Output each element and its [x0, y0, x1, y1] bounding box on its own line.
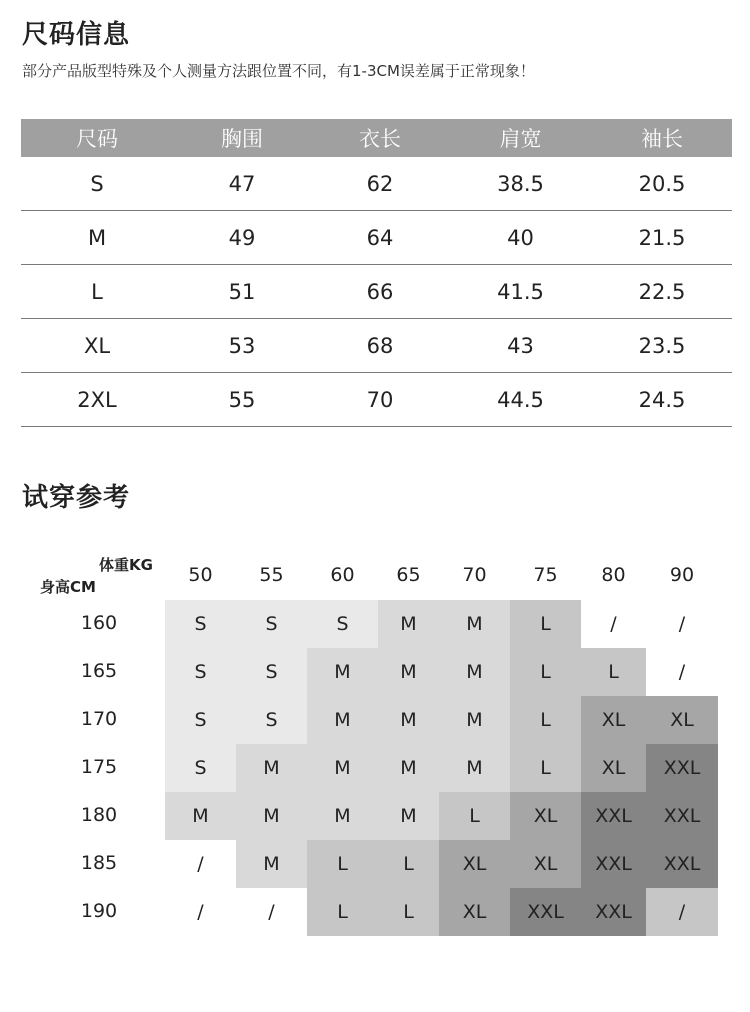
fit-cell: L [307, 888, 378, 936]
fit-cell: M [378, 648, 439, 696]
fit-cell: M [378, 696, 439, 744]
weight-header: 60 [330, 564, 355, 586]
fit-cell: L [581, 648, 646, 696]
fit-cell: XL [439, 840, 510, 888]
weight-header: 80 [601, 564, 626, 586]
fit-cell: S [165, 744, 236, 792]
fit-cell: S [165, 696, 236, 744]
height-header: 175 [80, 756, 118, 778]
fit-cell: XL [581, 696, 646, 744]
table-cell: 20.5 [638, 171, 686, 196]
fit-cell: M [439, 696, 510, 744]
fit-cell: L [510, 600, 581, 648]
fit-cell: L [439, 792, 510, 840]
fit-cell: M [439, 744, 510, 792]
fit-cell: S [236, 696, 307, 744]
table-cell: 2XL [77, 387, 117, 412]
fit-cell: / [646, 648, 718, 696]
fit-cell: M [307, 744, 378, 792]
weight-axis-label: 体重KG [99, 556, 153, 574]
fit-cell: M [378, 600, 439, 648]
weight-header: 90 [669, 564, 695, 586]
size-info-subtitle: 部分产品版型特殊及个人测量方法跟位置不同，有1-3CM误差属于正常现象！ [22, 62, 535, 80]
fit-cell: / [236, 888, 307, 936]
table-cell: 23.5 [638, 333, 686, 358]
table-cell: 40 [507, 225, 534, 250]
table-cell: 41.5 [497, 279, 544, 304]
fit-cell: M [236, 840, 307, 888]
fit-cell: M [378, 792, 439, 840]
fit-cell: L [510, 744, 581, 792]
weight-header: 55 [259, 564, 284, 586]
fit-cell: S [165, 648, 236, 696]
header-shoulder: 肩宽 [499, 127, 542, 151]
table-cell: 47 [228, 171, 256, 196]
table-cell: XL [83, 333, 111, 358]
table-cell: L [91, 279, 103, 304]
fit-cell: S [236, 600, 307, 648]
header-size: 尺码 [76, 127, 118, 151]
table-cell: 53 [228, 333, 256, 358]
size-table [21, 119, 732, 427]
height-header: 180 [80, 804, 118, 826]
fit-cell: M [307, 696, 378, 744]
fit-cell: L [378, 888, 439, 936]
table-cell: 62 [366, 171, 394, 196]
fit-cell: S [165, 600, 236, 648]
table-row [21, 373, 732, 427]
size-info-title: 尺码信息 [22, 20, 131, 50]
fit-cell: L [307, 840, 378, 888]
fit-cell: M [439, 600, 510, 648]
weight-header: 50 [188, 564, 213, 586]
size-table-header [21, 119, 732, 157]
fit-cell: M [307, 648, 378, 696]
fit-cell: M [378, 744, 439, 792]
fit-cell: / [646, 600, 718, 648]
fit-cell: M [236, 792, 307, 840]
table-cell: 51 [228, 279, 256, 304]
fit-cell: XL [439, 888, 510, 936]
fit-cell: M [439, 648, 510, 696]
height-header: 190 [80, 900, 118, 922]
table-cell: 22.5 [638, 279, 686, 304]
fit-cell: M [236, 744, 307, 792]
fit-cell: XL [510, 840, 581, 888]
fit-cell: XL [510, 792, 581, 840]
table-cell: 24.5 [638, 387, 686, 412]
table-cell: M [87, 225, 107, 250]
table-cell: 49 [228, 225, 256, 250]
fit-cell: XL [646, 696, 718, 744]
height-axis-label: 身高CM [40, 578, 96, 596]
fit-cell: XXL [646, 840, 718, 888]
header-length: 衣长 [359, 127, 401, 151]
fit-cell: XXL [581, 888, 646, 936]
table-row [21, 157, 732, 211]
fit-cell: / [165, 840, 236, 888]
fit-cell: M [307, 792, 378, 840]
fit-cell: XXL [646, 792, 718, 840]
fit-cell: M [165, 792, 236, 840]
height-header: 170 [80, 708, 118, 730]
fit-cell: XXL [581, 792, 646, 840]
fit-cell: XXL [510, 888, 581, 936]
fit-cell: S [236, 648, 307, 696]
table-row [21, 265, 732, 319]
height-header: 185 [80, 852, 118, 874]
table-row [21, 211, 732, 265]
fit-cell: S [307, 600, 378, 648]
fit-cell: XL [581, 744, 646, 792]
weight-header: 65 [396, 564, 421, 586]
table-cell: S [90, 171, 104, 196]
table-row [21, 319, 732, 373]
fit-cell: / [646, 888, 718, 936]
height-header: 165 [80, 660, 118, 682]
fit-cell: XXL [646, 744, 718, 792]
table-cell: 21.5 [638, 225, 686, 250]
table-cell: 70 [366, 387, 394, 412]
header-sleeve: 袖长 [641, 127, 683, 151]
fit-reference-title: 试穿参考 [22, 483, 131, 513]
table-cell: 38.5 [497, 171, 544, 196]
fit-cell: L [378, 840, 439, 888]
fit-cell: / [165, 888, 236, 936]
table-cell: 44.5 [497, 387, 544, 412]
table-cell: 43 [507, 333, 534, 358]
table-cell: 68 [366, 333, 394, 358]
table-cell: 66 [366, 279, 394, 304]
fit-cell: L [510, 696, 581, 744]
fit-cell: / [581, 600, 646, 648]
fit-cell: XXL [581, 840, 646, 888]
header-chest: 胸围 [221, 127, 263, 151]
height-header: 160 [80, 612, 118, 634]
weight-header: 70 [462, 564, 487, 586]
table-cell: 55 [228, 387, 256, 412]
table-cell: 64 [366, 225, 394, 250]
weight-header: 75 [533, 564, 558, 586]
fit-cell: L [510, 648, 581, 696]
